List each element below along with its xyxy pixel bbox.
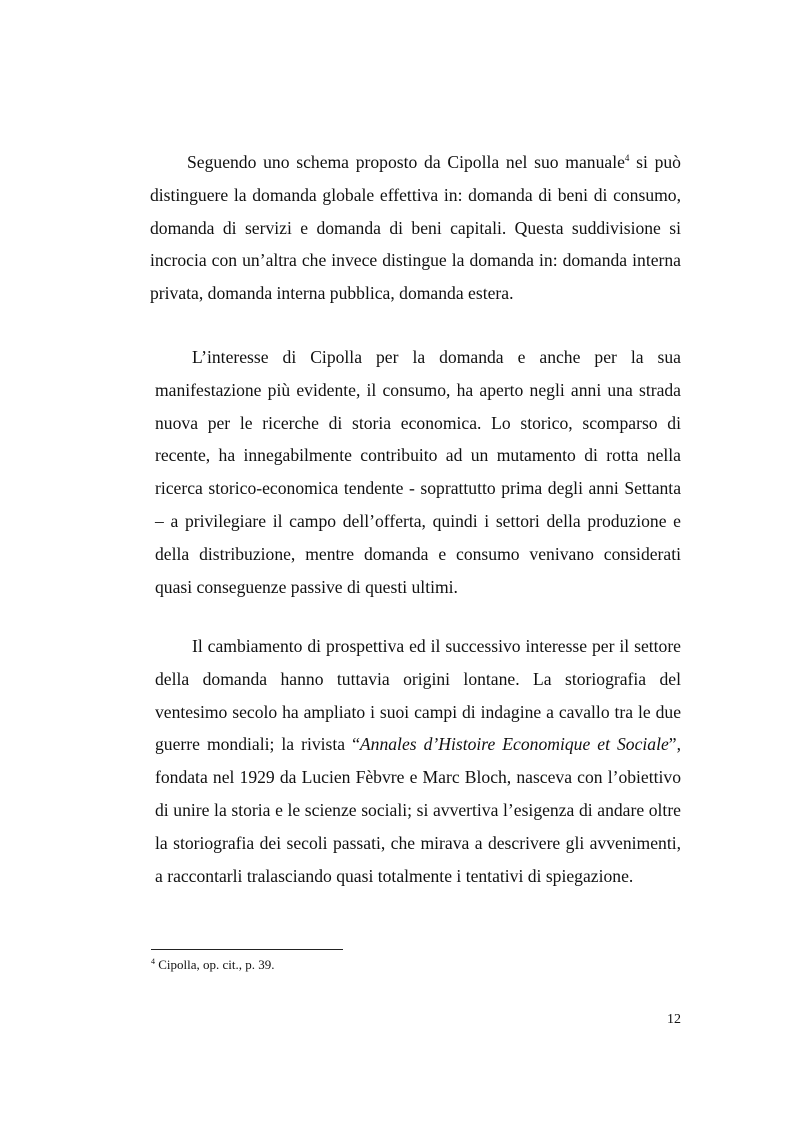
footnote	[151, 956, 275, 974]
paragraph-1-after: si può distinguere la domanda globale effettiva in: domanda di beni di consumo, domanda di servizi e domanda di beni capitali. Questa suddivisione si incrocia con un’altra che invece distingue la domanda in: domanda interna privata, domanda interna pubblica, domanda estera.	[150, 152, 681, 304]
footnote-number: 4	[151, 957, 155, 966]
paragraph-3-before: Il cambiamento di prospettiva ed il successivo interesse per il settore della domanda hanno tuttavia origini lontane. La storiografia del ventesimo secolo ha ampliato i suoi campi di indagine a cavallo tra le due guerre mondiali; la rivista “	[155, 636, 681, 755]
paragraph-1-before: Seguendo uno schema proposto da Cipolla nel suo manuale	[187, 152, 625, 172]
paragraph-2	[155, 341, 681, 603]
paragraph-2-text: L’interesse di Cipolla per la domanda e anche per la sua manifestazione più evidente, il consumo, ha aperto negli anni una strada nuova per le ricerche di storia economica. Lo storico, scomparso di recente, ha innegabilmente contribuito ad un mutamento di rotta nella ricerca storico-economica tendente - soprattutto prima degli anni Settanta – a privilegiare il campo dell’offerta, quindi i settori della produzione e della distribuzione, mentre domanda e consumo venivano considerati quasi conseguenze passive di questi ultimi.	[155, 347, 681, 597]
footnote-reference: 4	[624, 153, 630, 163]
paragraph-3-text	[155, 630, 681, 892]
paragraph-3-after: ”, fondata nel 1929 da Lucien Fèbvre e Marc Bloch, nasceva con l’obiettivo di unire la storia e le scienze sociali; si avvertiva l’esigenza di andare oltre la storiografia dei secoli passati, che mirava a descrivere gli avvenimenti, a raccontarli tralasciando quasi totalmente i tentativi di spiegazione.	[155, 734, 681, 886]
footnote-text: Cipolla, op. cit., p. 39.	[155, 957, 275, 972]
footnote-separator	[151, 949, 343, 950]
paragraph-1-text	[150, 146, 681, 310]
paragraph-1	[150, 146, 681, 310]
page-number: 12	[667, 1012, 681, 1027]
paragraph-3	[155, 630, 681, 892]
journal-title: Annales d’Histoire Economique et Sociale	[359, 734, 669, 755]
